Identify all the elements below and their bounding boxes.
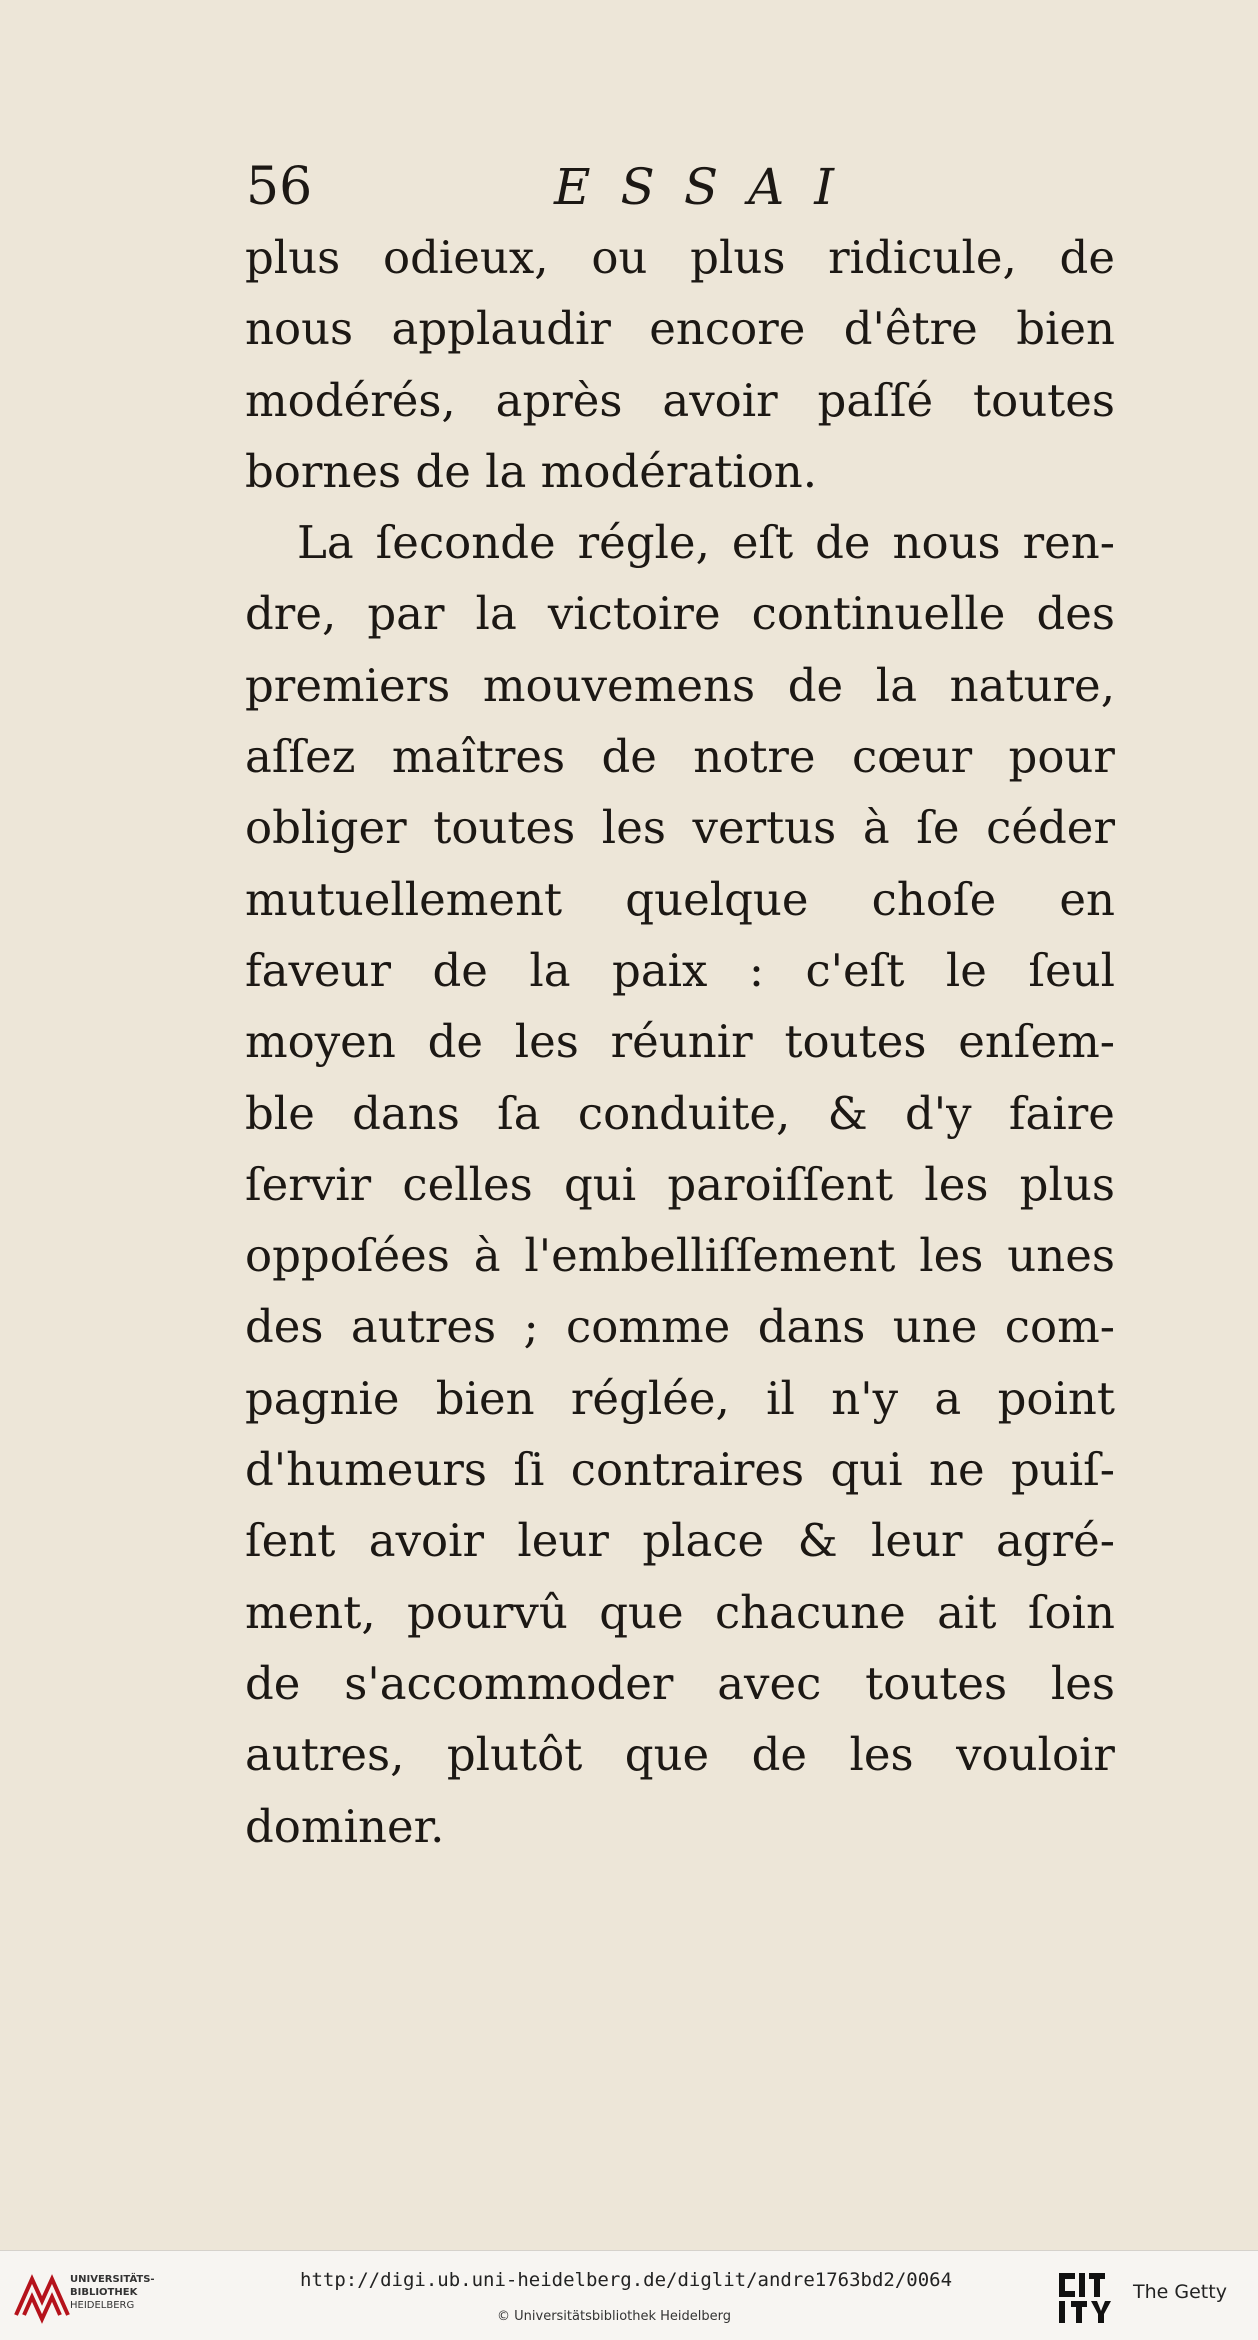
text-line-content xyxy=(245,1149,1115,1220)
text-line xyxy=(245,864,1115,935)
word: de xyxy=(601,730,657,784)
word: ſervir xyxy=(245,1157,372,1211)
word: dans xyxy=(757,1300,866,1354)
library-name-line: HEIDELBERG xyxy=(70,2300,135,2311)
word: conduite, xyxy=(577,1086,791,1140)
word: la xyxy=(875,658,918,712)
word: à xyxy=(862,801,890,855)
text-line xyxy=(245,1577,1115,1648)
text-line-content xyxy=(245,650,1115,721)
text-line-content xyxy=(245,935,1115,1006)
text-line-content xyxy=(245,1291,1115,1362)
word: les xyxy=(601,801,666,855)
word: ait xyxy=(937,1585,997,1639)
word: qui xyxy=(563,1157,637,1211)
word: céder xyxy=(986,801,1115,855)
word: les xyxy=(514,1015,579,1069)
word: nature, xyxy=(949,658,1115,712)
word: agré- xyxy=(995,1514,1115,1568)
word: puiſ- xyxy=(1010,1443,1115,1497)
text-line xyxy=(245,365,1115,436)
word: d'être xyxy=(843,302,978,356)
word: toutes xyxy=(784,1015,927,1069)
text-line-content xyxy=(245,293,1115,364)
word: la xyxy=(475,587,517,641)
word: des xyxy=(1036,587,1115,641)
word: pour xyxy=(1008,730,1115,784)
word: obliger xyxy=(245,801,407,855)
word: choſe xyxy=(871,872,997,926)
word: une xyxy=(892,1300,978,1354)
word: les xyxy=(1050,1656,1115,1710)
text-line xyxy=(245,436,1115,507)
word: pagnie xyxy=(245,1371,400,1425)
page-header xyxy=(246,152,1086,222)
word: que xyxy=(599,1585,684,1639)
word: par xyxy=(367,587,445,641)
word: ment, xyxy=(245,1585,376,1639)
word: encore xyxy=(649,302,806,356)
word: nous xyxy=(245,302,354,356)
word: après xyxy=(495,373,623,427)
text-line xyxy=(245,507,1115,578)
word: notre xyxy=(693,730,816,784)
word: pourvû xyxy=(407,1585,568,1639)
word: qui xyxy=(830,1443,903,1497)
text-line-content xyxy=(245,1006,1115,1077)
word: comme xyxy=(566,1300,731,1354)
text-line-content xyxy=(245,1078,1115,1149)
word: régle, xyxy=(577,516,710,570)
text-line xyxy=(245,1291,1115,1362)
text-line xyxy=(245,1220,1115,1291)
word: de xyxy=(245,1656,301,1710)
word: bien xyxy=(1016,302,1115,356)
text-line xyxy=(245,1363,1115,1434)
text-line xyxy=(245,222,1115,293)
text-line-content xyxy=(245,1505,1115,1576)
word: aſſez xyxy=(245,730,356,784)
getty-logo-icon xyxy=(1057,2269,1117,2325)
text-line-content: bornes de la modération. xyxy=(245,444,818,498)
word: que xyxy=(624,1728,710,1782)
word: ſeul xyxy=(1028,943,1115,997)
text-line xyxy=(245,1791,1115,1862)
word: chacune xyxy=(714,1585,906,1639)
word: unes xyxy=(1007,1229,1115,1283)
word: toutes xyxy=(973,373,1115,427)
word: autres, xyxy=(245,1728,405,1782)
text-line xyxy=(245,578,1115,649)
word: ou xyxy=(591,231,648,284)
text-line xyxy=(245,1078,1115,1149)
text-line-content: dominer. xyxy=(245,1799,445,1853)
word: a xyxy=(934,1371,962,1425)
text-line-content xyxy=(245,1363,1115,1434)
library-name-line: BIBLIOTHEK xyxy=(70,2287,138,2298)
word: & xyxy=(797,1514,838,1568)
text-line-content xyxy=(245,578,1115,649)
word: il xyxy=(766,1371,795,1425)
word: enſem- xyxy=(958,1015,1115,1069)
word: de xyxy=(787,658,844,712)
text-line xyxy=(245,1434,1115,1505)
word: dre, xyxy=(245,587,337,641)
word: ſa xyxy=(497,1086,541,1140)
word: plus xyxy=(245,231,341,284)
word: ren- xyxy=(1022,516,1115,570)
copyright-notice: © Universitätsbibliothek Heidelberg xyxy=(497,2309,732,2324)
word: celles xyxy=(402,1157,533,1211)
text-line xyxy=(245,1719,1115,1790)
word: des xyxy=(245,1300,324,1354)
word: plutôt xyxy=(446,1728,583,1782)
word: toutes xyxy=(433,801,576,855)
word: de xyxy=(815,516,871,570)
word: modérés, xyxy=(245,373,456,427)
word: ſi xyxy=(513,1443,545,1497)
text-line-content xyxy=(245,1434,1115,1505)
text-line xyxy=(245,1006,1115,1077)
word: s'accommoder xyxy=(344,1656,674,1710)
word: leur xyxy=(871,1514,963,1568)
library-name-line: UNIVERSITÄTS- xyxy=(70,2274,155,2285)
word: cœur xyxy=(851,730,973,784)
word: d'humeurs xyxy=(245,1443,488,1497)
word: com- xyxy=(1004,1300,1115,1354)
footer-bar xyxy=(0,2250,1258,2340)
word: paroiſſent xyxy=(667,1157,894,1211)
word: eſt xyxy=(731,516,794,570)
word: le xyxy=(945,943,987,997)
word: point xyxy=(997,1371,1115,1425)
word: ne xyxy=(928,1443,985,1497)
word: premiers xyxy=(245,658,451,712)
text-line-content xyxy=(245,721,1115,792)
word: réunir xyxy=(610,1015,753,1069)
word: La xyxy=(297,516,354,570)
word: avoir xyxy=(368,1514,484,1568)
word: mouvemens xyxy=(482,658,756,712)
text-line xyxy=(245,293,1115,364)
word: de xyxy=(432,943,488,997)
word: contraires xyxy=(570,1443,805,1497)
text-line-content xyxy=(245,1719,1115,1790)
word: & xyxy=(827,1086,868,1140)
text-line-content xyxy=(245,365,1115,436)
word: plus xyxy=(690,231,786,284)
text-line xyxy=(245,935,1115,1006)
page-number: 56 xyxy=(246,157,313,217)
word: de xyxy=(751,1728,808,1782)
university-library-logo-icon xyxy=(12,2265,72,2325)
word: bien xyxy=(435,1371,535,1425)
word: mutuellement xyxy=(245,872,563,926)
word: de xyxy=(427,1015,484,1069)
text-line-content xyxy=(245,792,1115,863)
word: la xyxy=(529,943,571,997)
text-line xyxy=(245,1149,1115,1220)
text-line-content xyxy=(245,222,1115,293)
text-line xyxy=(245,721,1115,792)
word: en xyxy=(1059,872,1115,926)
text-line xyxy=(245,1505,1115,1576)
word: les xyxy=(919,1229,984,1283)
word: moyen xyxy=(245,1015,396,1069)
word: ſoin xyxy=(1027,1585,1115,1639)
word: faveur xyxy=(245,943,392,997)
word: leur xyxy=(517,1514,609,1568)
word: ſent xyxy=(245,1514,336,1568)
word: plus xyxy=(1019,1157,1115,1211)
word: oppoſées xyxy=(245,1229,450,1283)
word: de xyxy=(1059,231,1115,284)
word: d'y xyxy=(905,1086,972,1140)
word: paix xyxy=(612,943,708,997)
running-title: ESSAI xyxy=(554,158,864,216)
word: ſeconde xyxy=(375,516,556,570)
word: quelque xyxy=(625,872,809,926)
word: avec xyxy=(717,1656,822,1710)
word: : xyxy=(748,943,765,997)
library-name xyxy=(70,2273,155,2312)
text-line-content xyxy=(245,1577,1115,1648)
word: ſe xyxy=(916,801,960,855)
word: victoire xyxy=(547,587,721,641)
word: applaudir xyxy=(391,302,611,356)
word: ridicule, xyxy=(828,231,1017,284)
word: continuelle xyxy=(751,587,1006,641)
word: paſſé xyxy=(817,373,934,427)
text-line-content xyxy=(297,507,1115,578)
word: nous xyxy=(892,516,1001,570)
word: faire xyxy=(1008,1086,1115,1140)
word: place xyxy=(642,1514,765,1568)
word: ; xyxy=(523,1300,539,1354)
word: ble xyxy=(245,1086,315,1140)
word: dans xyxy=(352,1086,460,1140)
word: vouloir xyxy=(956,1728,1115,1782)
body-text xyxy=(245,222,1115,1862)
word: c'eſt xyxy=(805,943,905,997)
word: à xyxy=(473,1229,501,1283)
word: n'y xyxy=(831,1371,899,1425)
getty-name: The Getty xyxy=(1133,2281,1227,2303)
word: vertus xyxy=(692,801,837,855)
text-line-content xyxy=(245,864,1115,935)
word: les xyxy=(924,1157,989,1211)
word: toutes xyxy=(865,1656,1008,1710)
word: réglée, xyxy=(570,1371,730,1425)
text-line-content xyxy=(245,1648,1115,1719)
text-line xyxy=(245,792,1115,863)
text-line xyxy=(245,650,1115,721)
word: l'embelliſſement xyxy=(524,1229,896,1283)
text-line xyxy=(245,1648,1115,1719)
word: autres xyxy=(350,1300,497,1354)
word: les xyxy=(849,1728,914,1782)
document-url-link[interactable]: http://digi.ub.uni-heidelberg.de/diglit/andre1763bd2/0064 xyxy=(300,2269,953,2291)
word: maîtres xyxy=(391,730,566,784)
word: odieux, xyxy=(383,231,549,284)
word: avoir xyxy=(662,373,778,427)
text-line-content xyxy=(245,1220,1115,1291)
